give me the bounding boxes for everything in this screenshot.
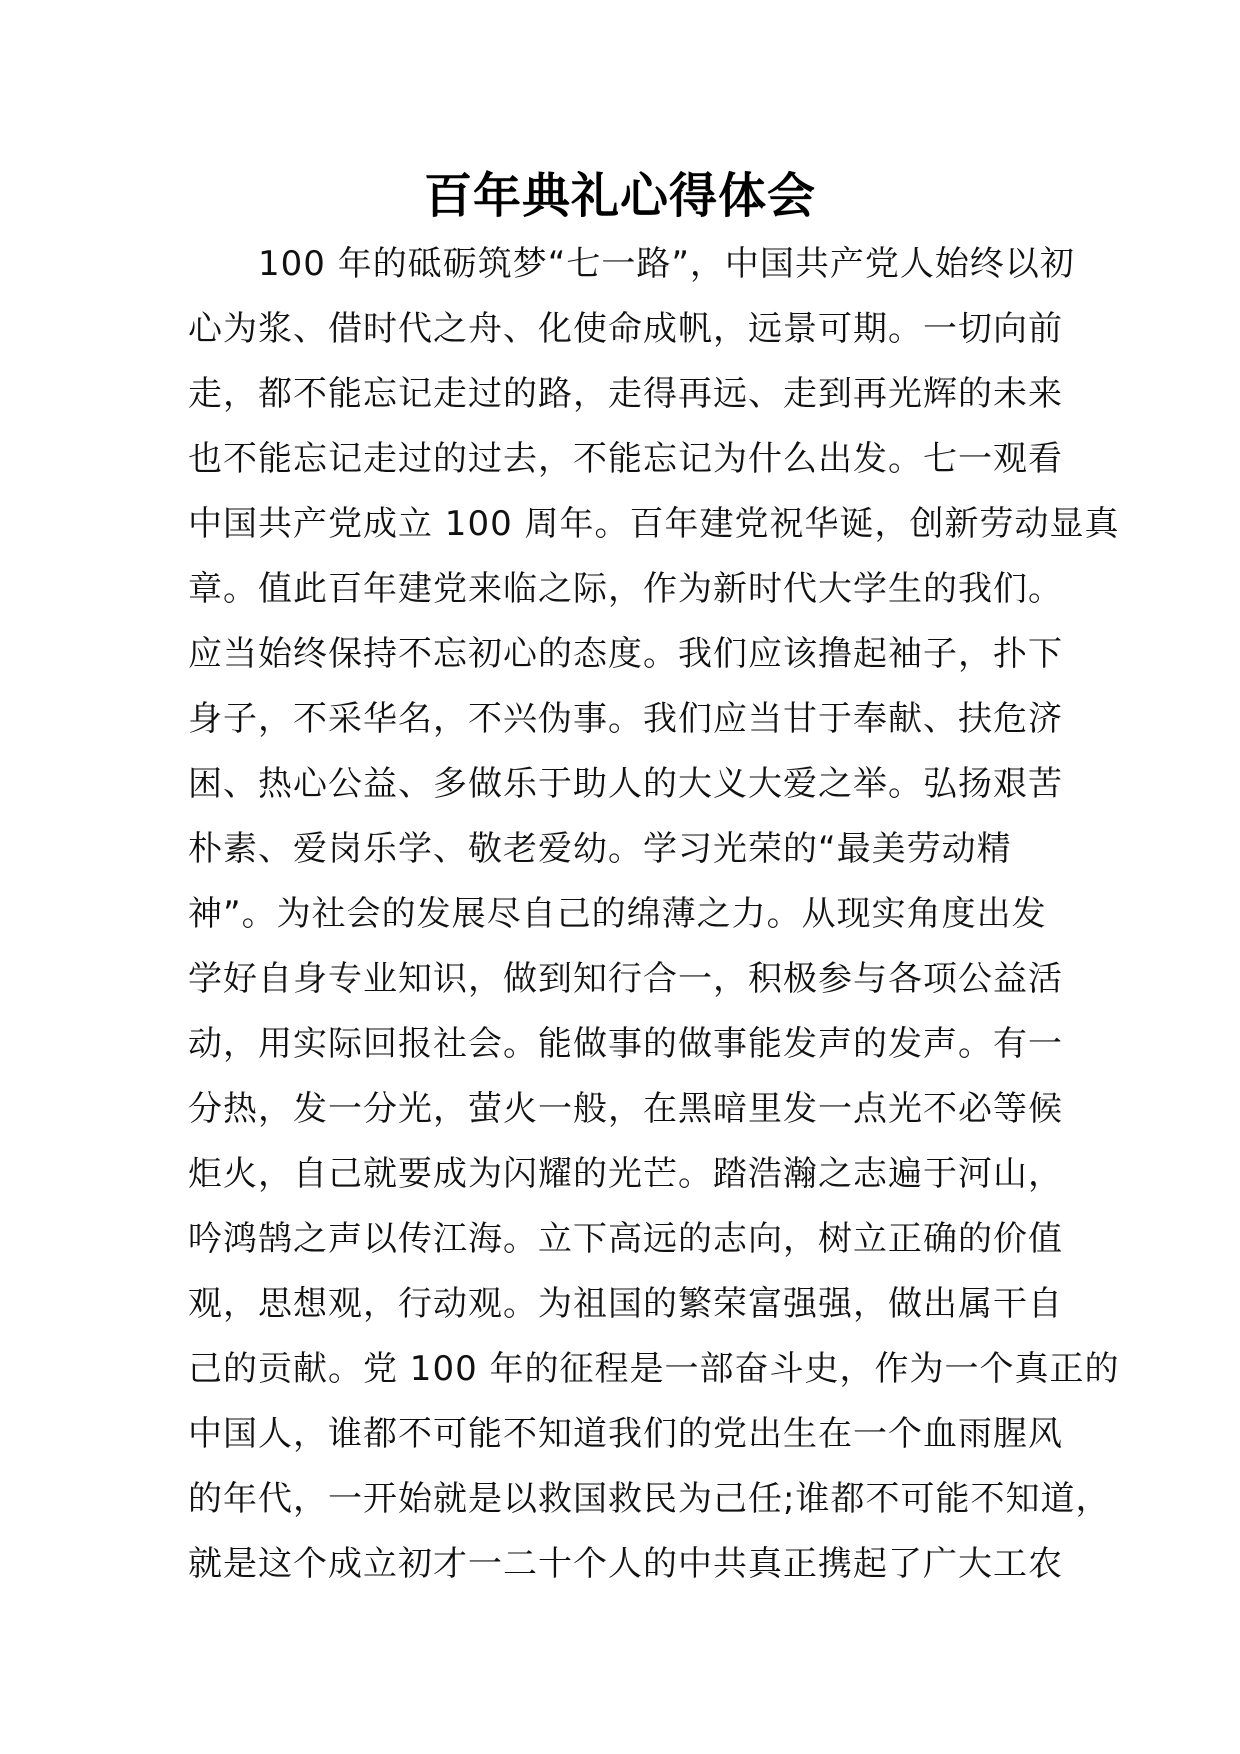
document-body bbox=[188, 232, 1120, 1597]
body-line: 走，都不能忘记走过的路，走得再远、走到再光辉的未来 bbox=[188, 374, 1063, 414]
body-line: 就是这个成立初才一二十个人的中共真正携起了广大工农 bbox=[188, 1544, 1063, 1584]
body-line: 的年代，一开始就是以救国救民为己任;谁都不可能不知道， bbox=[188, 1479, 1111, 1519]
body-line: 中国共产党成立 100 周年。百年建党祝华诞，创新劳动显真 bbox=[188, 504, 1120, 544]
body-line: 应当始终保持不忘初心的态度。我们应该撸起袖子，扑下 bbox=[188, 634, 1063, 674]
document-title: 百年典礼心得体会 bbox=[423, 168, 816, 224]
body-line: 吟鸿鹄之声以传江海。立下高远的志向，树立正确的价值 bbox=[188, 1219, 1063, 1259]
body-line: 心为浆、借时代之舟、化使命成帆，远景可期。一切向前 bbox=[188, 309, 1063, 349]
body-line: 炬火，自己就要成为闪耀的光芒。踏浩瀚之志遍于河山， bbox=[188, 1154, 1063, 1194]
body-line: 朴素、爱岗乐学、敬老爱幼。学习光荣的“最美劳动精 bbox=[188, 829, 1012, 869]
body-line: 章。值此百年建党来临之际，作为新时代大学生的我们。 bbox=[188, 569, 1063, 609]
body-line: 100 年的砥砺筑梦“七一路”，中国共产党人始终以初 bbox=[188, 244, 1075, 284]
body-line: 己的贡献。党 100 年的征程是一部奋斗史，作为一个真正的 bbox=[188, 1349, 1120, 1389]
body-line: 中国人，谁都不可能不知道我们的党出生在一个血雨腥风 bbox=[188, 1414, 1063, 1454]
body-line: 分热，发一分光，萤火一般，在黑暗里发一点光不必等候 bbox=[188, 1089, 1063, 1129]
body-line: 观，思想观，行动观。为祖国的繁荣富强强，做出属干自 bbox=[188, 1284, 1063, 1324]
body-line: 神”。为社会的发展尽自己的绵薄之力。从现实角度出发 bbox=[188, 894, 1047, 934]
body-line: 学好自身专业知识，做到知行合一，积极参与各项公益活 bbox=[188, 959, 1063, 999]
body-line: 也不能忘记走过的过去，不能忘记为什么出发。七一观看 bbox=[188, 439, 1063, 479]
body-line: 困、热心公益、多做乐于助人的大义大爱之举。弘扬艰苦 bbox=[188, 764, 1063, 804]
body-line: 身子，不采华名，不兴伪事。我们应当甘于奉献、扶危济 bbox=[188, 699, 1063, 739]
body-line: 动，用实际回报社会。能做事的做事能发声的发声。有一 bbox=[188, 1024, 1063, 1064]
